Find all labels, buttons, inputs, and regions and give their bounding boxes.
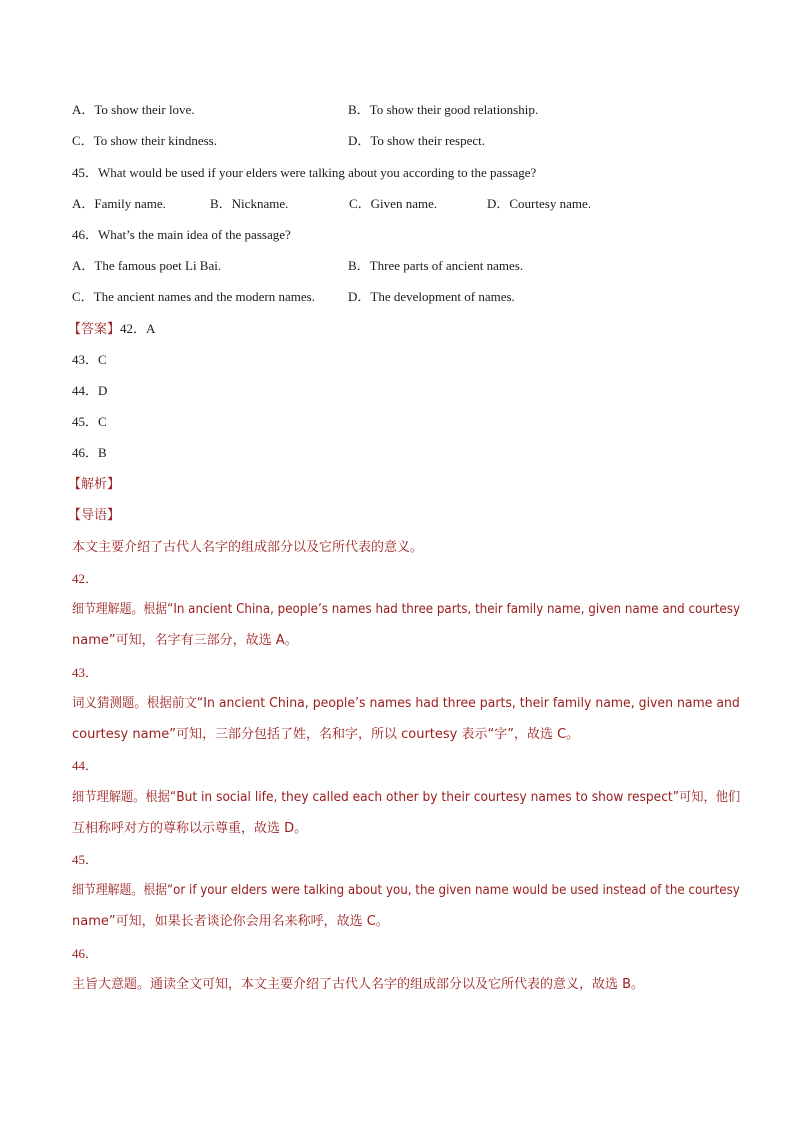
q44-option-c: C．To show their kindness.	[72, 133, 217, 148]
guide-intro: 本文主要介绍了古代人名字的组成部分以及它所代表的意义。	[72, 540, 424, 555]
analysis-44-line2: 互相称呼对方的尊称以示尊重，故选 D。	[72, 821, 308, 836]
q45-option-c: C．Given name.	[349, 196, 438, 211]
answer-42: 42．A	[120, 321, 156, 336]
q45-option-a: A．Family name.	[72, 196, 166, 211]
analysis-43-num: 43．	[72, 665, 99, 680]
q45-option-b: B．Nickname.	[210, 196, 289, 211]
answer-label: 【答案】	[68, 322, 121, 337]
analysis-46-num: 46．	[72, 946, 99, 961]
q46-question: 46．What’s the main idea of the passage?	[72, 227, 291, 242]
analysis-45-line1: 细节理解题。根据“or if your elders were talking about you, the given name would be used instead of the courtesy	[72, 883, 740, 898]
guide-label: 【导语】	[68, 508, 121, 523]
analysis-43-line1: 词义猜测题。根据前文“In ancient China, people’s names had three parts, their family name, given name and	[72, 696, 740, 711]
answer-46: 46．B	[72, 445, 107, 460]
answer-45: 45．C	[72, 414, 107, 429]
answer-first-line	[68, 320, 155, 339]
answer-44: 44．D	[72, 383, 108, 398]
analysis-42-line1: 细节理解题。根据“In ancient China, people’s names had three parts, their family name, given name and courtesy	[72, 602, 740, 617]
q44-option-d: D．To show their respect.	[348, 133, 486, 148]
q46-option-a: A．The famous poet Li Bai.	[72, 258, 222, 273]
q46-option-c: C．The ancient names and the modern names.	[72, 289, 315, 304]
q45-option-d: D．Courtesy name.	[487, 196, 591, 211]
q44-option-a: A．To show their love.	[72, 102, 195, 117]
q45-question: 45．What would be used if your elders were talking about you according to the passage?	[72, 165, 537, 180]
analysis-label: 【解析】	[68, 477, 121, 492]
analysis-43-line2: courtesy name”可知，三部分包括了姓，名和字，所以 courtesy 表示“字”，故选 C。	[72, 727, 580, 742]
analysis-44-line1: 细节理解题。根据“But in social life, they called each other by their courtesy names to show respect”可知，他们	[72, 790, 741, 805]
q46-option-d: D．The development of names.	[348, 289, 515, 304]
answer-43: 43．C	[72, 352, 107, 367]
analysis-46-line1: 主旨大意题。通读全文可知，本文主要介绍了古代人名字的组成部分以及它所代表的意义，故选 B。	[72, 977, 645, 992]
analysis-45-line2: name”可知，如果长者谈论你会用名来称呼，故选 C。	[72, 914, 389, 929]
analysis-42-line2: name”可知，名字有三部分，故选 A。	[72, 633, 298, 648]
q44-option-b: B．To show their good relationship.	[348, 102, 539, 117]
analysis-45-num: 45．	[72, 852, 99, 867]
q46-option-b: B．Three parts of ancient names.	[348, 258, 524, 273]
analysis-44-num: 44．	[72, 758, 99, 773]
analysis-42-num: 42．	[72, 571, 99, 586]
